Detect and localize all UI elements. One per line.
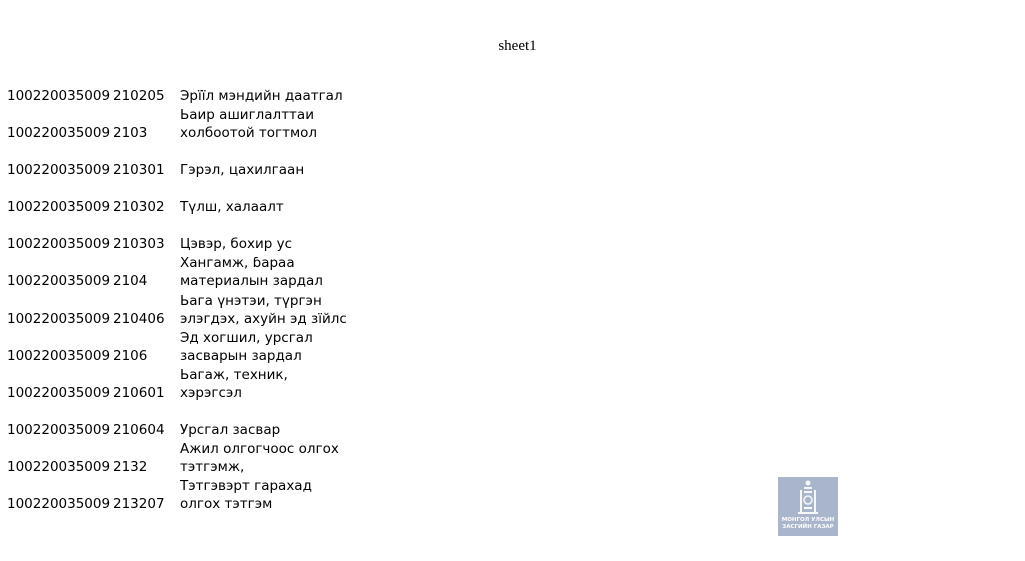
cell-account: 100220035009 [7,162,111,179]
cell-code: 2104 [113,273,148,290]
cell-name-line1: Тэтгэвэрт гарахад [180,478,312,495]
cell-code: 210406 [113,310,165,327]
cell-account: 100220035009 [7,199,111,216]
cell-code: 210303 [113,236,165,253]
cell-name [180,198,284,216]
cell-name-line2: Урсгал засвар [180,421,281,438]
sheet-title: sheet1 [498,38,537,54]
logo-text-line2: ЗАСГИЙН ГАЗАР [782,524,834,530]
cell-code: 210601 [113,384,165,401]
cell-name [180,161,304,179]
cell-name-line1: Ьагаж, техник, [180,366,288,383]
cell-name [180,106,317,142]
cell-name [180,477,312,513]
cell-account: 100220035009 [7,273,111,290]
cell-name-line2: материалын зардал [180,273,323,290]
cell-name [180,254,323,290]
cell-name-line1: Хангамж, ɓараа [180,255,295,272]
logo-text-line1: МОНГОЛ УЛСЫН [781,517,835,523]
cell-name-line2: засварын зардал [180,347,302,364]
cell-name [180,235,292,253]
cell-name-line2: хэрэгсэл [180,384,242,401]
cell-name-line2: олгох тэтгэм [180,496,273,513]
cell-code: 210604 [113,421,165,438]
cell-name [180,440,339,476]
cell-account: 100220035009 [7,236,111,253]
cell-code: 210302 [113,199,165,216]
cell-name [180,421,280,439]
cell-name-line1: Ажил олгогчоос олгох [180,440,339,457]
cell-name-line2: Эрїїл мэндийн даатгал [180,88,343,104]
cell-name-line2: Гэрэл, цахилгаан [180,162,305,179]
soyombo-emblem-icon [778,477,838,517]
cell-name [180,329,313,365]
cell-account: 100220035009 [7,458,111,475]
cell-account: 100220035009 [7,310,111,327]
cell-code: 213207 [113,496,165,513]
cell-account: 100220035009 [7,88,111,104]
cell-name-line2: Цэвэр, бохир ус [180,236,293,253]
cell-name [180,87,343,105]
cell-code: 2106 [113,347,148,364]
cell-name-line1: Ьаир ашиглалттаи [180,107,314,124]
cell-account: 100220035009 [7,496,111,513]
cell-code: 2132 [113,458,148,475]
cell-name-line2: тэтгэмж, [180,458,245,475]
cell-account: 100220035009 [7,347,111,364]
cell-name-line2: холбоотой тогтмол [180,125,318,142]
cell-name-line1: Ьага үнэтэи, түргэн [180,292,322,309]
cell-code: 210205 [113,88,165,104]
cell-code: 210301 [113,162,165,179]
cell-account: 100220035009 [7,421,111,438]
cell-name [180,292,347,328]
cell-name [180,366,288,402]
cell-name-line2: Түлш, халаалт [180,199,284,216]
cell-account: 100220035009 [7,384,111,401]
cell-name-line2: элэгдэх, ахуйн эд зїйлс [180,310,347,327]
cell-code: 2103 [113,125,148,142]
cell-account: 100220035009 [7,125,111,142]
cell-name-line1: Эд хогшил, урсгал [180,329,313,346]
government-logo [778,477,838,536]
